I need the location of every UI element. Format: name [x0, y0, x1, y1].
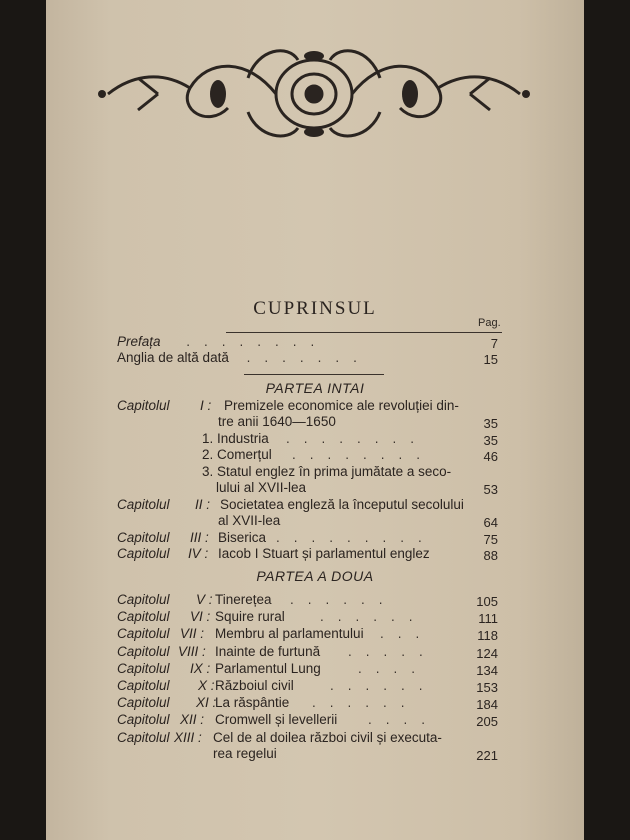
- chapter-number: II :: [195, 497, 211, 512]
- page-column-header: Pag.: [478, 317, 501, 329]
- chapter-number: XI :: [196, 695, 217, 711]
- chapter-label: Capitolul: [117, 712, 170, 728]
- chapter-title: Inainte de furtună: [215, 643, 321, 659]
- toc-page-number: 64: [483, 515, 498, 530]
- toc-page-number: 105: [476, 594, 498, 609]
- subsection-title: 3. Statul englez în prima jumătate a seco-: [202, 464, 452, 479]
- toc-page-number: 75: [483, 532, 498, 547]
- chapter-title: Premizele economice ale revoluției din-: [224, 398, 459, 413]
- chapter-label: Capitolul: [117, 660, 170, 676]
- chapter-number: V :: [196, 592, 213, 607]
- chapter-label: Capitolul: [117, 678, 170, 693]
- chapter-number: I :: [200, 398, 212, 413]
- chapter-title-cont: rea regelui: [213, 746, 277, 761]
- toc-page-number: 153: [476, 680, 498, 695]
- toc-page-number: 35: [483, 433, 498, 448]
- title-rule: [226, 332, 502, 333]
- chapter-title: Squire rural: [215, 609, 285, 625]
- toc-page-number: 15: [483, 352, 498, 367]
- toc-page-number: 205: [476, 714, 498, 730]
- toc-page-number: 7: [490, 336, 498, 351]
- leader-dots: ......: [312, 695, 419, 711]
- section-rule: [244, 374, 384, 375]
- toc-page-number: 88: [483, 548, 498, 563]
- chapter-title: Tinerețea: [215, 592, 272, 607]
- leader-dots: ....: [368, 712, 440, 728]
- toc-page-number: 53: [483, 482, 498, 497]
- chapter-title: Societatea engleză la începutul secolului: [220, 497, 464, 512]
- part-heading: PARTEA A DOUA: [256, 568, 374, 584]
- chapter-number: IX :: [190, 660, 211, 676]
- chapter-title: Biserica: [218, 530, 267, 545]
- chapter-label: Capitolul: [117, 592, 170, 607]
- chapter-label: Capitolul: [117, 546, 170, 561]
- chapter-number: XII :: [180, 712, 205, 728]
- leader-dots: ......: [330, 678, 437, 693]
- toc-page-number: 118: [477, 628, 498, 644]
- chapter-number: VII :: [180, 626, 205, 642]
- chapter-title: Războiul civil: [215, 678, 294, 693]
- toc-page-number: 46: [483, 449, 498, 464]
- chapter-title-cont: tre anii 1640—1650: [218, 414, 336, 429]
- toc-entry: Anglia de altă dată .......: [117, 350, 371, 365]
- chapter-title: La răspântie: [215, 695, 290, 711]
- part-heading: PARTEA INTAI: [265, 380, 365, 396]
- chapter-label: Capitolul: [117, 626, 170, 642]
- chapter-label: Capitolul: [117, 497, 170, 512]
- contents-title: CUPRINSUL: [253, 298, 377, 319]
- chapter-number: IV :: [188, 546, 209, 561]
- chapter-label: Capitolul: [117, 730, 170, 745]
- chapter-number: X :: [198, 678, 215, 693]
- toc-page-number: 184: [476, 697, 498, 713]
- chapter-number: VIII :: [178, 643, 206, 659]
- chapter-title: Iacob I Stuart și parlamentul englez: [218, 546, 430, 561]
- toc-page-number: 111: [478, 611, 498, 627]
- chapter-number: III :: [190, 530, 209, 545]
- toc-page-number: 124: [476, 645, 498, 661]
- subsection-title: 2. Comerțul: [202, 447, 272, 462]
- chapter-title: Cel de al doilea război civil și executa-: [213, 730, 442, 745]
- chapter-title: Membru al parlamentului: [215, 626, 364, 642]
- leader-dots: .....: [348, 643, 437, 659]
- toc-page-number: 221: [476, 748, 498, 763]
- leader-dots: ......: [320, 609, 427, 625]
- toc-page-number: 35: [483, 416, 498, 431]
- toc-entry: Capitolul: [117, 398, 170, 413]
- chapter-title: Cromwell și levellerii: [215, 712, 338, 728]
- chapter-title-cont: al XVII-lea: [218, 513, 281, 528]
- leader-dots: ......: [290, 592, 397, 607]
- toc-page-number: 134: [476, 662, 498, 678]
- chapter-title: Parlamentul Lung: [215, 660, 321, 676]
- chapter-label: Capitolul: [117, 609, 170, 625]
- leader-dots: ...: [380, 626, 434, 642]
- chapter-number: VI :: [190, 609, 211, 625]
- toc-entry: Prefața ........: [117, 334, 329, 349]
- leader-dots: ....: [358, 660, 430, 676]
- chapter-number: XIII :: [174, 730, 202, 745]
- floral-ornament-icon: [98, 38, 530, 148]
- chapter-label: Capitolul: [117, 643, 170, 659]
- chapter-label: Capitolul: [117, 695, 170, 711]
- subsection-title-cont: lului al XVII-lea: [216, 480, 307, 495]
- subsection-title: 1. Industria: [202, 431, 269, 446]
- chapter-label: Capitolul: [117, 530, 170, 545]
